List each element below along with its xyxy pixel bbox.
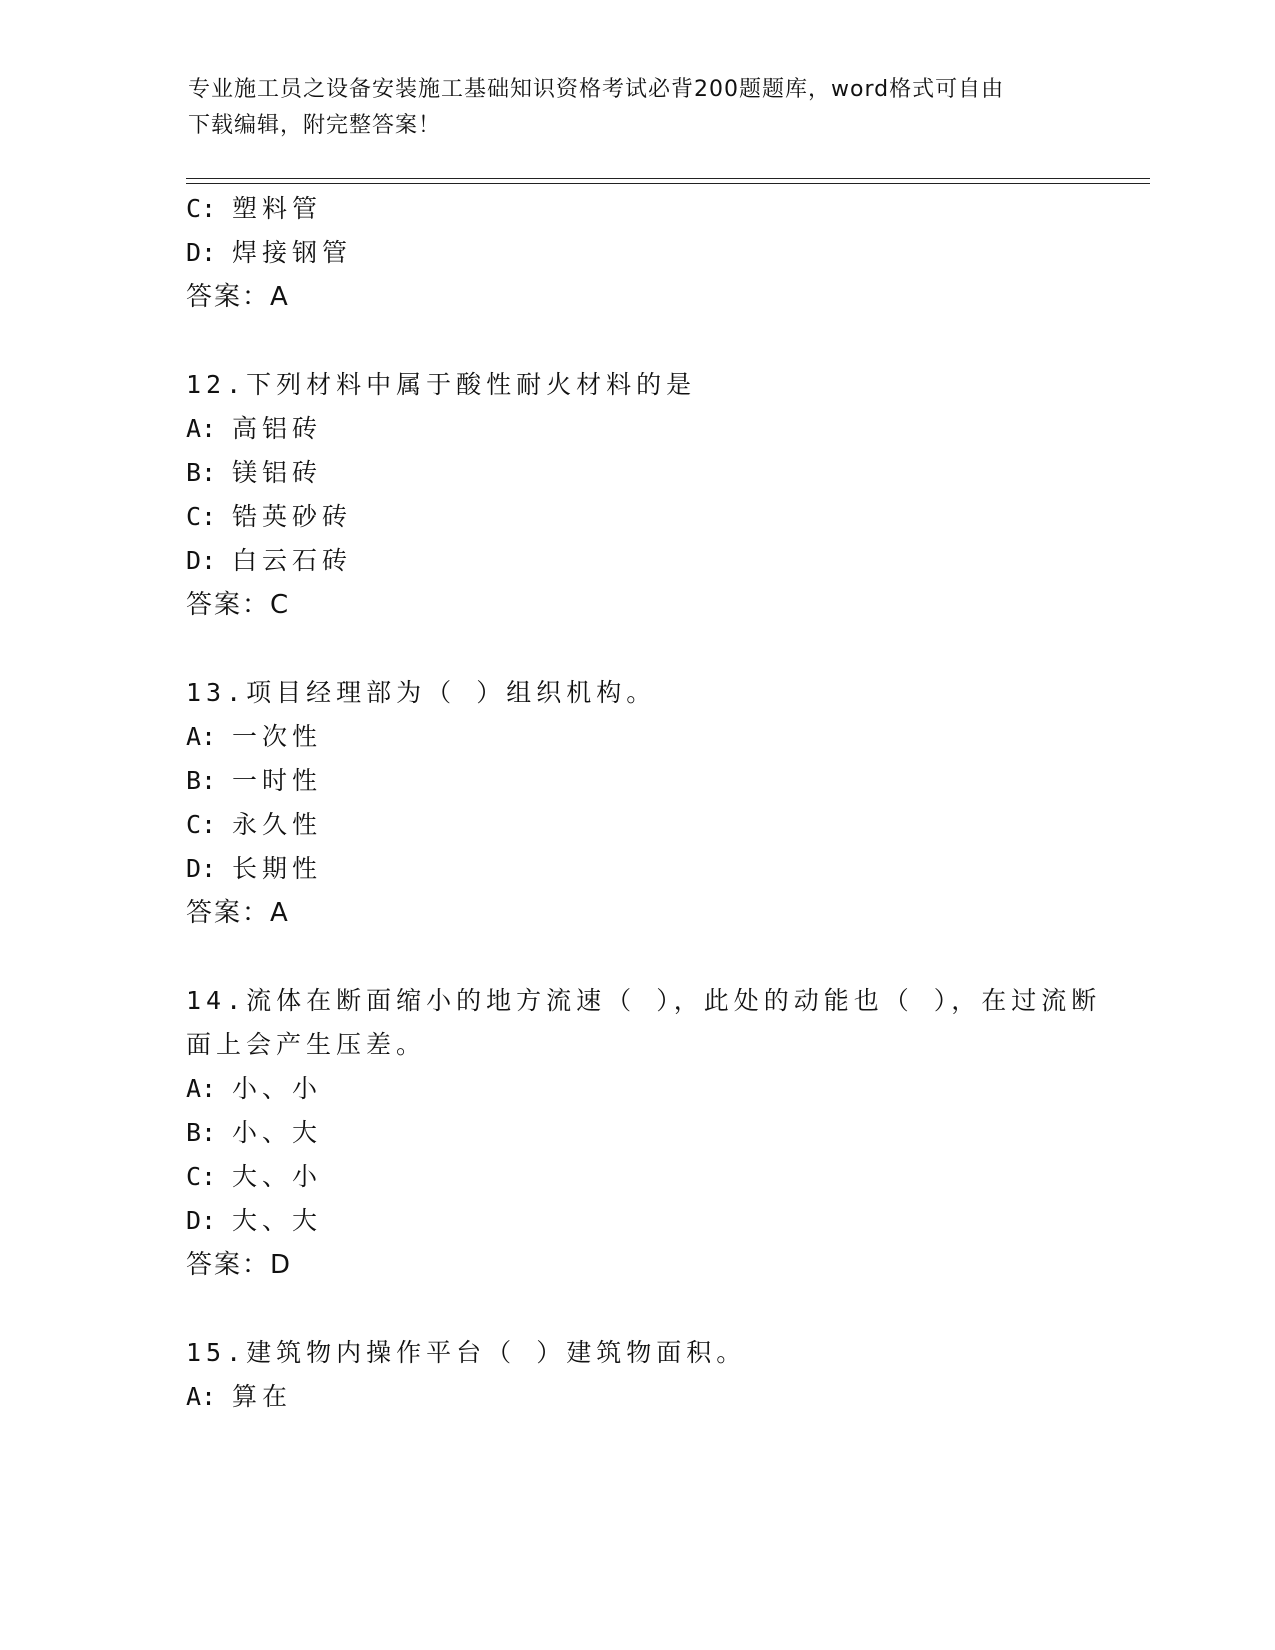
option-text: 长期性: [232, 854, 323, 883]
option-key: D:: [186, 546, 217, 575]
answer-line: 答案：D: [186, 1250, 293, 1280]
question-stem: 12.下列材料中属于酸性耐火材料的是: [186, 370, 697, 399]
option-a: [186, 1380, 292, 1414]
question-stem: 13.项目经理部为（ ）组织机构。: [186, 678, 657, 707]
question-stem: 15.建筑物内操作平台（ ）建筑物面积。: [186, 1338, 747, 1367]
option-key: A:: [186, 722, 217, 751]
option-d: [186, 852, 322, 886]
option-a: [186, 720, 322, 754]
document-header: [188, 72, 1088, 144]
option-key: D:: [186, 238, 217, 267]
option-text: 锆英砂砖: [232, 502, 353, 531]
option-key: C:: [186, 194, 217, 223]
option-text: 大、大: [232, 1206, 323, 1235]
option-text: 白云石砖: [232, 546, 353, 575]
option-d: [186, 236, 352, 270]
option-key: A:: [186, 1382, 217, 1411]
answer-line: 答案：A: [186, 282, 290, 312]
option-text: 小、小: [232, 1074, 323, 1103]
option-key: A:: [186, 414, 217, 443]
option-text: 大、小: [232, 1162, 323, 1191]
option-key: C:: [186, 810, 217, 839]
option-text: 高铝砖: [232, 414, 323, 443]
option-key: B:: [186, 458, 217, 487]
option-text: 塑料管: [232, 194, 323, 223]
option-a: [186, 412, 322, 446]
option-text: 一时性: [232, 766, 323, 795]
option-c: [186, 1160, 322, 1194]
option-a: [186, 1072, 322, 1106]
option-text: 一次性: [232, 722, 323, 751]
option-d: [186, 1204, 322, 1238]
option-key: B:: [186, 766, 217, 795]
header-line-1: 专业施工员之设备安装施工基础知识资格考试必背200题题库，word格式可自由: [188, 77, 1005, 102]
question-stem-line-1: 14.流体在断面缩小的地方流速（ ），此处的动能也（ ），在过流断: [186, 986, 1102, 1015]
header-divider-bottom: [186, 183, 1150, 184]
answer-line: 答案：C: [186, 590, 291, 620]
option-key: A:: [186, 1074, 217, 1103]
option-key: B:: [186, 1118, 217, 1147]
option-key: D:: [186, 854, 217, 883]
option-text: 永久性: [232, 810, 323, 839]
header-divider-top: [186, 178, 1150, 179]
option-text: 镁铝砖: [232, 458, 323, 487]
option-key: D:: [186, 1206, 217, 1235]
option-c: [186, 500, 352, 534]
answer-line: 答案：A: [186, 898, 290, 928]
option-text: 算在: [232, 1382, 293, 1411]
option-b: [186, 456, 322, 490]
option-text: 小、大: [232, 1118, 323, 1147]
option-b: [186, 764, 322, 798]
question-stem-line-2: 面上会产生压差。: [186, 1030, 427, 1059]
option-text: 焊接钢管: [232, 238, 353, 267]
option-key: C:: [186, 1162, 217, 1191]
option-b: [186, 1116, 322, 1150]
option-key: C:: [186, 502, 217, 531]
option-c: [186, 808, 322, 842]
header-line-2: 下载编辑，附完整答案！: [188, 113, 442, 138]
option-c: [186, 192, 322, 226]
option-d: [186, 544, 352, 578]
